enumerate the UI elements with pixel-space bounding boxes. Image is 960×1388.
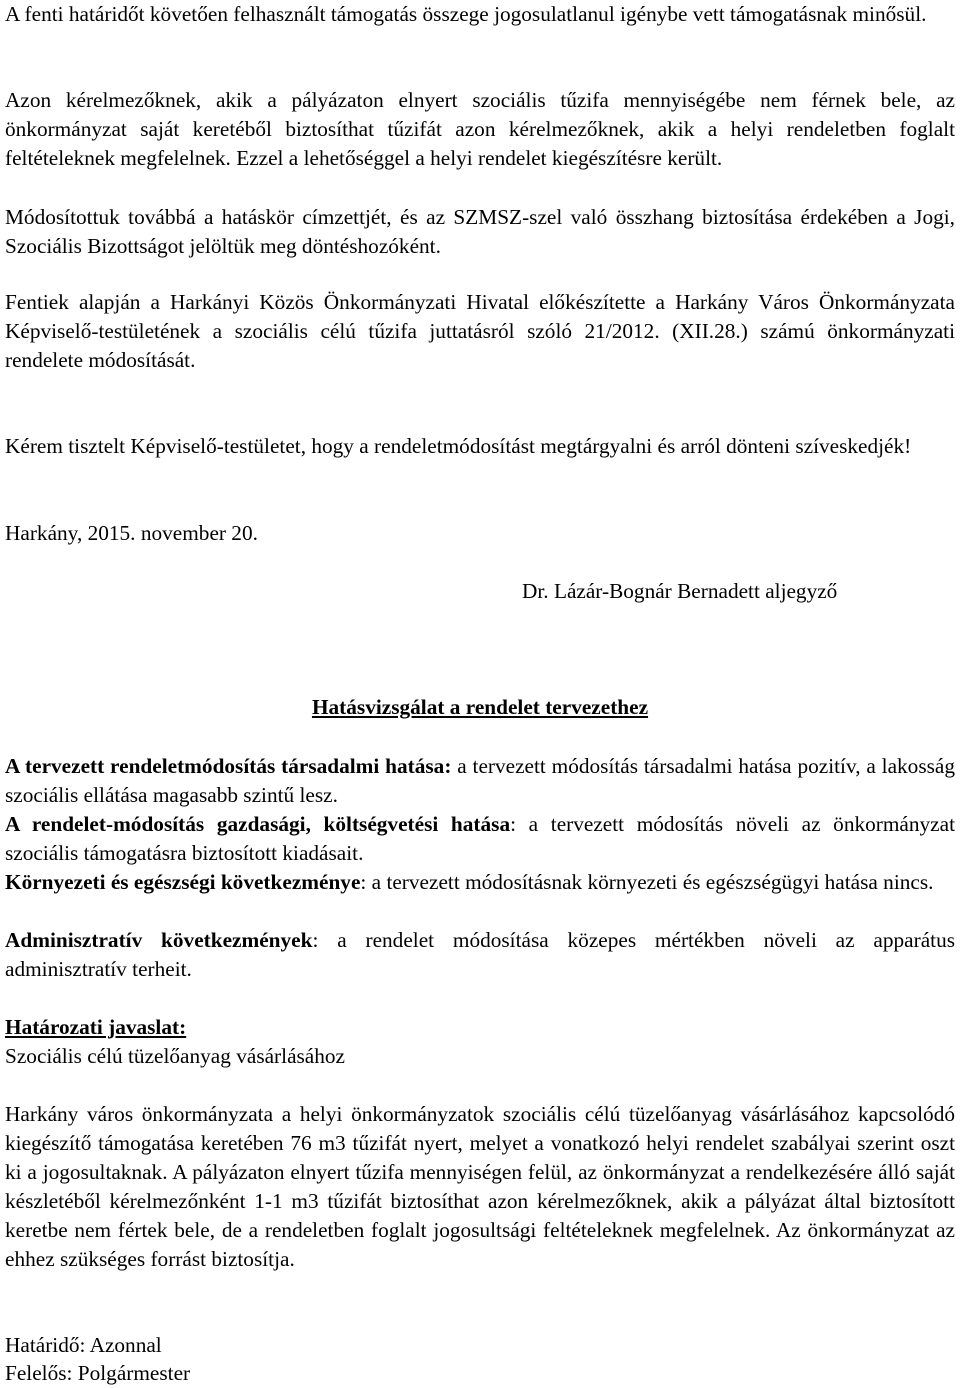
- paragraph-entitlement-note: A fenti határidőt követően felhasznált támogatás összege jogosulatlanul igénybe vett támogatásnak minősül.: [5, 2, 927, 26]
- impact-assessment-title: Hatásvizsgálat a rendelet tervezethez: [311, 695, 649, 719]
- resolution-body: Harkány város önkormányzata a helyi önkormányzatok szociális célú tüzelőanyag vásárlásához kapcsolódó kiegészítő támogatása keretében 76 m3 tűzifát nyert, melyet a vonatkozó helyi rendelet szabályai szerint oszt ki a jogosultaknak. A pályázaton elnyert tűzifa mennyiségen felül, az önkormányzat a rendelkezésére álló saját készletéből kérelmezőnként 1-1 m3 tűzifát biztosíthat azon kérelmezőknek, akik a pályázat által biztosított keretbe nem fértek bele, de a rendeletben foglalt jogosultsági feltételeknek megfelelnek. Az önkormányzat az ehhez szükséges forrást biztosítja.: [5, 1102, 955, 1271]
- impact-environment-label: Környezeti és egészségi következménye: [5, 870, 361, 894]
- impact-environment: [5, 868, 955, 897]
- resolution-subject: Szociális célú tüzelőanyag vásárlásához: [5, 1044, 346, 1068]
- impact-social-text: a tervezett módosítás társadalmi hatása pozitív, a lakosság szociális ellátása magasabb szintű lesz.: [5, 754, 955, 807]
- paragraph-request: Kérem tisztelt Képviselő-testületet, hogy a rendeletmódosítást megtárgyalni és arról dönteni szíveskedjék!: [5, 434, 912, 458]
- place-date: Harkány, 2015. november 20.: [5, 521, 258, 545]
- resolution-responsible: Felelős: Polgármester: [5, 1361, 191, 1385]
- impact-social-label: A tervezett rendeletmódosítás társadalmi hatása:: [5, 754, 452, 778]
- signature: Dr. Lázár-Bognár Bernadett aljegyző: [522, 579, 838, 603]
- impact-environment-text: : a tervezett módosításnak környezeti és egészségügyi hatása nincs.: [360, 870, 934, 894]
- resolution-heading-text: Határozati javaslat:: [5, 1015, 187, 1039]
- impact-economic-text: : a tervezett módosítás növeli az önkormányzat szociális támogatásra biztosított kiadásait.: [5, 812, 955, 865]
- impact-economic-label: A rendelet-módosítás gazdasági, költségvetési hatása: [5, 812, 511, 836]
- impact-economic: [5, 810, 955, 868]
- paragraph-own-firewood: Azon kérelmezőknek, akik a pályázaton elnyert szociális tűzifa mennyiségébe nem férnek bele, az önkormányzat saját keretéből biztosíthat tűzifát azon kérelmezőknek, akik a helyi rendeletben foglalt feltételeknek megfelelnek. Ezzel a lehetőséggel a helyi rendelet kiegészítésre került.: [5, 88, 955, 170]
- impact-administrative-text: : a rendelet módosítása közepes mértékben növeli az apparátus adminisztratív terheit.: [5, 928, 956, 981]
- impact-administrative: [5, 926, 955, 984]
- resolution-heading: [5, 1013, 955, 1042]
- paragraph-competence-change: Módosítottuk továbbá a hatáskör címzettjét, és az SZMSZ-szel való összhang biztosítása érdekében a Jogi, Szociális Bizottságot jelöltük meg döntéshozóként.: [5, 205, 955, 258]
- paragraph-basis: Fentiek alapján a Harkányi Közös Önkormányzati Hivatal előkészítette a Harkány Város Önkormányzata Képviselő-testületének a szociális célú tűzifa juttatásról szóló 21/2012. (XII.28.) számú önkormányzati rendelete módosítását.: [5, 290, 955, 372]
- resolution-deadline: Határidő: Azonnal: [5, 1333, 162, 1357]
- impact-social: [5, 752, 955, 810]
- impact-administrative-label: Adminisztratív következmények: [5, 928, 313, 952]
